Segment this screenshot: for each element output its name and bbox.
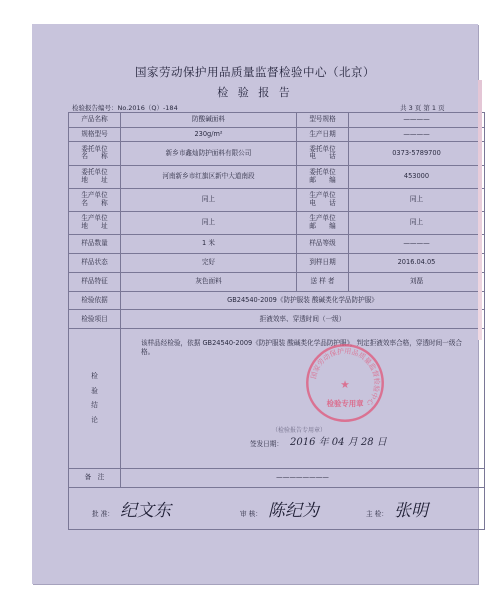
state-value: 完好 [121,253,297,272]
review-signature: 陈纪为 [268,501,319,521]
feature-value: 灰色面料 [121,272,297,291]
quantity-label: 样品数量 [69,234,121,253]
grade-label: 样品等级 [297,234,349,253]
seal-star-icon: ★ [340,377,350,391]
table-row [69,310,485,329]
spec-value: 230g/m² [121,127,297,142]
seal-ring-text: 国家劳动保护用品质量监督检验中心 [309,347,381,408]
table-row [69,253,485,272]
spec-label: 规格型号 [69,127,121,142]
product-name-value: 防酸碱面料 [121,113,297,128]
check-label: 主 检： [366,510,388,518]
table-row [69,188,485,211]
sender-label: 送 样 者 [297,272,349,291]
remark-value: ———————— [121,469,485,488]
basis-label: 检验依据 [69,291,121,310]
phone-value: 0373-5789700 [349,142,485,165]
quantity-value: 1 米 [121,234,297,253]
conclusion-label: 检 验 结 论 [69,329,121,469]
table-row [69,272,485,291]
seal-center-text: 检验专用章 [326,398,364,408]
report-sheet [32,24,478,584]
table-row [69,127,485,142]
table-row [69,165,485,188]
postcode-value: 453000 [349,165,485,188]
report-subtitle: 检 验 报 告 [217,86,293,99]
state-label: 样品状态 [69,253,121,272]
seal-caption: （检验报告专用章） [272,427,327,434]
items-value: 拒液效率、穿透时间（一级） [121,310,485,329]
inspection-seal [304,342,386,424]
table-row [69,469,485,488]
prod-date-value: ———— [349,127,485,142]
client-name-value: 新乡市鑫灿防护面料有限公司 [121,142,297,165]
client-address-value: 河南新乡市红旗区新中大道南段 [121,165,297,188]
maker-address-label: 生产单位 地 址 [69,211,121,234]
issue-date-value: 2016 年 04 月 28 日 [290,437,387,448]
table-row [69,113,485,128]
items-label: 检验项目 [69,310,121,329]
phone-label: 委托单位 电 话 [297,142,349,165]
sender-value: 刘磊 [349,272,485,291]
report-table [68,112,485,530]
postcode-label: 委托单位 邮 编 [297,165,349,188]
page-info: 共 3 页 第 1 页 [400,104,445,112]
model-label: 型号规格 [297,113,349,128]
remark-label: 备 注 [69,469,121,488]
feature-label: 样品特征 [69,272,121,291]
page-edge-stain [478,80,482,340]
report-number [72,103,178,112]
arrive-value: 2016.04.05 [349,253,485,272]
table-row [69,211,485,234]
report-number-label: 检验报告编号： [72,104,118,112]
issue-date-label: 签发日期： [250,440,283,448]
maker-name-value: 同上 [121,188,297,211]
table-row [69,142,485,165]
grade-value: ———— [349,234,485,253]
signature-row [92,502,482,524]
client-name-label: 委托单位 名 称 [69,142,121,165]
product-name-label: 产品名称 [69,113,121,128]
table-row [69,234,485,253]
maker-phone-label: 生产单位 电 话 [297,188,349,211]
maker-address-value: 同上 [121,211,297,234]
approve-label: 批 准： [92,510,114,518]
maker-postcode-value: 同上 [349,211,485,234]
client-address-label: 委托单位 地 址 [69,165,121,188]
report-number-value: No.2016（Q）-184 [117,104,178,112]
review-label: 审 核： [240,510,262,518]
maker-phone-value: 同上 [349,188,485,211]
center-title: 国家劳动保护用品质量监督检验中心（北京） [135,65,375,79]
conclusion-text: 该样品经检验，依据 GB24540-2009《防护服装 酸碱类化学品防护服》，判定拒液效率合格，穿透时间一级合格。 [141,339,463,357]
maker-name-label: 生产单位 名 称 [69,188,121,211]
maker-postcode-label: 生产单位 邮 编 [297,211,349,234]
basis-value: GB24540-2009《防护服装 酸碱类化学品防护服》 [121,291,485,310]
approve-signature: 纪文东 [120,501,171,521]
prod-date-label: 生产日期 [297,127,349,142]
arrive-label: 到样日期 [297,253,349,272]
table-row [69,291,485,310]
check-signature: 张明 [394,501,428,521]
model-value: ———— [349,113,485,128]
